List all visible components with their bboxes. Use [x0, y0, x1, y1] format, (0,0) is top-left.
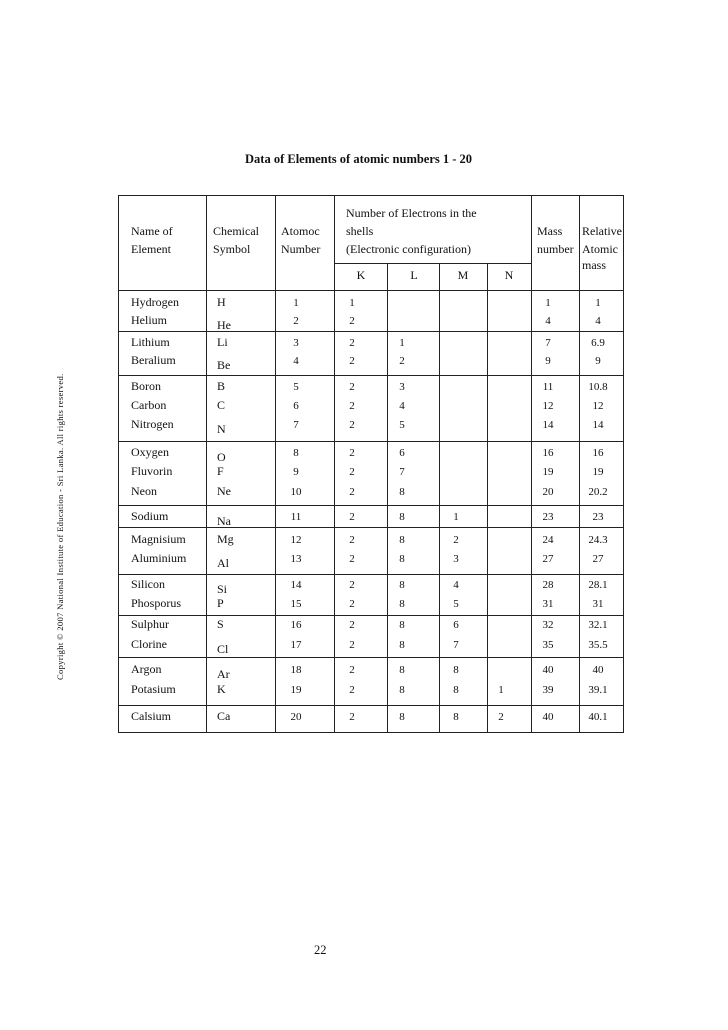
cell-z: 16: [290, 619, 302, 631]
cell-k: 2: [349, 684, 355, 696]
cell-mass: 7: [545, 337, 551, 349]
cell-mass: 14: [542, 419, 554, 431]
cell-z: 18: [290, 664, 302, 676]
cell-name: Sulphur: [131, 617, 170, 631]
cell-name: Boron: [131, 379, 161, 393]
elements-table: [118, 195, 624, 733]
col-divider: [487, 264, 488, 732]
cell-k: 2: [349, 598, 355, 610]
cell-mass: 16: [542, 447, 554, 459]
header-relative-3: mass: [582, 258, 606, 272]
cell-rel: 27: [592, 553, 604, 565]
cell-l: 8: [399, 598, 405, 610]
header-mass-2: number: [537, 242, 574, 256]
cell-l: 7: [399, 466, 405, 478]
header-shell-n: N: [504, 268, 514, 282]
cell-z: 4: [293, 355, 299, 367]
row-divider: [119, 615, 623, 616]
cell-z: 5: [293, 381, 299, 393]
cell-mass: 28: [542, 579, 554, 591]
cell-mass: 27: [542, 553, 554, 565]
cell-z: 14: [290, 579, 302, 591]
cell-l: 5: [399, 419, 405, 431]
cell-mass: 4: [545, 315, 551, 327]
cell-rel: 39.1: [588, 684, 608, 696]
cell-k: 2: [349, 466, 355, 478]
cell-l: 8: [399, 511, 405, 523]
cell-name: Phosporus: [131, 596, 182, 610]
cell-k: 2: [349, 447, 355, 459]
cell-k: 2: [349, 711, 355, 723]
cell-k: 2: [349, 511, 355, 523]
cell-m: 5: [453, 598, 459, 610]
cell-l: 8: [399, 619, 405, 631]
cell-rel: 40.1: [588, 711, 608, 723]
cell-l: 8: [399, 639, 405, 651]
cell-name: Magnisium: [131, 532, 186, 546]
cell-symbol: Ar: [217, 667, 230, 681]
cell-mass: 24: [542, 534, 554, 546]
cell-symbol: H: [217, 295, 226, 309]
cell-name: Silicon: [131, 577, 166, 591]
cell-name: Calsium: [131, 709, 172, 723]
cell-k: 2: [349, 579, 355, 591]
page-title: Data of Elements of atomic numbers 1 - 20: [245, 152, 473, 166]
cell-z: 6: [293, 400, 299, 412]
cell-symbol: Cl: [217, 642, 229, 656]
cell-symbol: Al: [217, 556, 229, 570]
cell-l: 8: [399, 486, 405, 498]
header-mass-1: Mass: [537, 224, 563, 238]
cell-symbol: Ne: [217, 484, 231, 498]
cell-name: Fluvorin: [131, 464, 173, 478]
cell-symbol: He: [217, 318, 231, 332]
cell-mass: 19: [542, 466, 554, 478]
cell-rel: 12: [592, 400, 604, 412]
cell-name: Beralium: [131, 353, 176, 367]
cell-symbol: P: [217, 596, 224, 610]
cell-z: 7: [293, 419, 299, 431]
cell-l: 8: [399, 664, 405, 676]
cell-k: 2: [349, 337, 355, 349]
cell-l: 8: [399, 534, 405, 546]
cell-l: 8: [399, 553, 405, 565]
header-electrons-1: Number of Electrons in the: [346, 206, 477, 220]
cell-rel: 19: [592, 466, 604, 478]
cell-n: 1: [498, 684, 504, 696]
cell-k: 2: [349, 553, 355, 565]
cell-mass: 32: [542, 619, 554, 631]
cell-k: 2: [349, 381, 355, 393]
cell-name: Helium: [131, 313, 167, 327]
cell-z: 9: [293, 466, 299, 478]
cell-name: Neon: [131, 484, 157, 498]
header-electrons-2: shells: [346, 224, 374, 238]
cell-name: Argon: [131, 662, 162, 676]
cell-z: 20: [290, 711, 302, 723]
cell-symbol: O: [217, 450, 226, 464]
cell-name: Sodium: [131, 509, 169, 523]
cell-symbol: Mg: [217, 532, 234, 546]
cell-mass: 23: [542, 511, 554, 523]
row-divider: [119, 657, 623, 658]
cell-rel: 10.8: [588, 381, 608, 393]
cell-m: 8: [453, 711, 459, 723]
cell-rel: 40: [592, 664, 604, 676]
cell-name: Potasium: [131, 682, 176, 696]
cell-k: 2: [349, 419, 355, 431]
header-atomic-2: Number: [281, 242, 321, 256]
header-electrons-3: (Electronic configuration): [346, 242, 471, 256]
cell-mass: 39: [542, 684, 554, 696]
cell-symbol: S: [217, 617, 224, 631]
cell-name: Hydrogen: [131, 295, 179, 309]
cell-mass: 35: [542, 639, 554, 651]
cell-symbol: Ca: [217, 709, 231, 723]
cell-mass: 31: [542, 598, 554, 610]
header-symbol-2: Symbol: [213, 242, 251, 256]
cell-symbol: B: [217, 379, 226, 393]
cell-rel: 23: [592, 511, 604, 523]
cell-name: Oxygen: [131, 445, 169, 459]
cell-k: 2: [349, 355, 355, 367]
cell-m: 7: [453, 639, 459, 651]
cell-symbol: C: [217, 398, 226, 412]
col-divider: [206, 196, 207, 732]
col-divider: [275, 196, 276, 732]
cell-rel: 31: [592, 598, 604, 610]
col-divider: [334, 196, 335, 732]
cell-mass: 1: [545, 297, 551, 309]
cell-symbol: Si: [217, 582, 228, 596]
cell-symbol: Li: [217, 335, 228, 349]
col-divider: [531, 196, 532, 732]
cell-m: 8: [453, 664, 459, 676]
cell-l: 8: [399, 711, 405, 723]
cell-rel: 14: [592, 419, 604, 431]
cell-k: 1: [349, 297, 355, 309]
cell-l: 3: [399, 381, 405, 393]
cell-z: 12: [290, 534, 302, 546]
cell-l: 8: [399, 684, 405, 696]
cell-z: 2: [293, 315, 299, 327]
cell-k: 2: [349, 619, 355, 631]
row-divider: [119, 375, 623, 376]
cell-k: 2: [349, 639, 355, 651]
cell-z: 3: [293, 337, 299, 349]
cell-l: 2: [399, 355, 405, 367]
cell-rel: 20.2: [588, 486, 608, 498]
cell-mass: 12: [542, 400, 554, 412]
cell-symbol: N: [217, 422, 226, 436]
cell-m: 1: [453, 511, 459, 523]
cell-rel: 35.5: [588, 639, 608, 651]
header-atomic-1: Atomoc: [281, 224, 320, 238]
cell-m: 8: [453, 684, 459, 696]
row-divider: [119, 574, 623, 575]
cell-z: 11: [290, 511, 302, 523]
cell-m: 3: [453, 553, 459, 565]
cell-m: 4: [453, 579, 459, 591]
cell-symbol: K: [217, 682, 226, 696]
cell-l: 4: [399, 400, 405, 412]
cell-rel: 6.9: [591, 337, 605, 349]
cell-mass: 40: [542, 664, 554, 676]
cell-name: Clorine: [131, 637, 167, 651]
shell-header-rule: [334, 263, 531, 264]
cell-k: 2: [349, 486, 355, 498]
cell-symbol: Be: [217, 358, 231, 372]
cell-z: 19: [290, 684, 302, 696]
header-shell-k: K: [356, 268, 366, 282]
cell-name: Carbon: [131, 398, 167, 412]
cell-name: Nitrogen: [131, 417, 174, 431]
row-divider: [119, 441, 623, 442]
cell-k: 2: [349, 315, 355, 327]
header-relative-2: Atomic: [582, 242, 618, 256]
header-shell-m: M: [457, 268, 469, 282]
cell-k: 2: [349, 400, 355, 412]
cell-mass: 11: [542, 381, 554, 393]
col-divider: [439, 264, 440, 732]
cell-mass: 9: [545, 355, 551, 367]
cell-mass: 20: [542, 486, 554, 498]
cell-rel: 4: [595, 315, 601, 327]
col-divider: [579, 196, 580, 732]
row-divider: [119, 331, 623, 332]
cell-l: 6: [399, 447, 405, 459]
header-shell-l: L: [410, 268, 418, 282]
cell-k: 2: [349, 664, 355, 676]
cell-rel: 16: [592, 447, 604, 459]
cell-z: 17: [290, 639, 302, 651]
cell-name: Aluminium: [131, 551, 187, 565]
row-divider: [119, 705, 623, 706]
cell-rel: 24.3: [588, 534, 608, 546]
cell-n: 2: [498, 711, 504, 723]
cell-symbol: F: [217, 464, 224, 478]
copyright-notice: Copyright © 2007 National Institute of Education - Sri Lanka. All rights reserved.: [55, 373, 65, 680]
cell-rel: 1: [595, 297, 601, 309]
cell-name: Lithium: [131, 335, 170, 349]
cell-l: 8: [399, 579, 405, 591]
page-number: 22: [314, 943, 327, 957]
header-name-1: Name of: [131, 224, 173, 238]
header-rule: [119, 290, 623, 291]
header-relative-1: Relative: [582, 224, 622, 238]
row-divider: [119, 527, 623, 528]
cell-m: 2: [453, 534, 459, 546]
cell-mass: 40: [542, 711, 554, 723]
cell-rel: 28.1: [588, 579, 608, 591]
cell-rel: 32.1: [588, 619, 608, 631]
cell-rel: 9: [595, 355, 601, 367]
cell-l: 1: [399, 337, 405, 349]
cell-z: 1: [293, 297, 299, 309]
row-divider: [119, 505, 623, 506]
cell-k: 2: [349, 534, 355, 546]
cell-m: 6: [453, 619, 459, 631]
cell-z: 15: [290, 598, 302, 610]
header-symbol-1: Chemical: [213, 224, 259, 238]
cell-z: 13: [290, 553, 302, 565]
cell-symbol: Na: [217, 514, 231, 528]
cell-z: 10: [290, 486, 302, 498]
cell-z: 8: [293, 447, 299, 459]
header-name-2: Element: [131, 242, 171, 256]
